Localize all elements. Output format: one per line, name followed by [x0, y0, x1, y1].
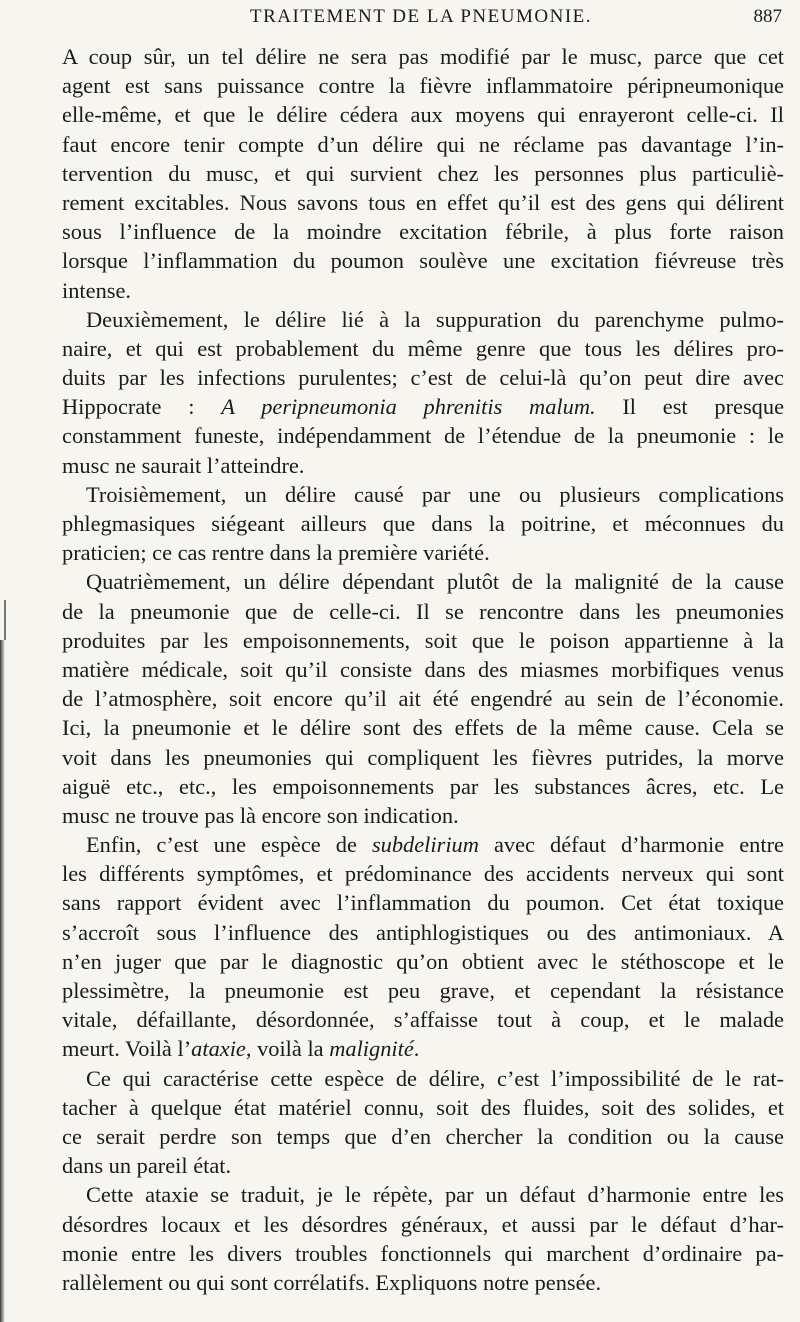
text-line: duits par les infections purulentes; c’est de celui-là qu’on peut dire avec — [62, 365, 784, 391]
text-line: produites par les empoisonnements, soit que le poison appartienne à la — [62, 627, 784, 653]
italic-phrase: A peripneumonia phrenitis malum. — [221, 394, 596, 420]
page-header — [60, 6, 782, 36]
italic-phrase: ataxie — [191, 1036, 246, 1062]
text-line: aiguë etc., etc., les empoisonnements par les substances âcres, etc. Le — [62, 773, 784, 799]
text-line: de la pneumonie que de celle-ci. Il se rencontre dans les pneumonies — [62, 598, 784, 624]
text-line: agent est sans puissance contre la fièvre inflammatoire péripneumonique — [62, 73, 784, 99]
text-line: tervention du musc, et qui survient chez les personnes plus particuliè- — [62, 160, 784, 186]
italic-phrase: subdelirium — [371, 832, 479, 858]
text-line: Deuxièmement, le délire lié à la suppuration du parenchyme pulmo- — [86, 306, 784, 332]
text-line: Ce qui caractérise cette espèce de délire, c’est l’impossibilité de le rat- — [86, 1065, 784, 1091]
text-line: rement excitables. Nous savons tous en effet qu’il est des gens qui délirent — [62, 189, 784, 215]
running-title: TRAITEMENT DE LA PNEUMONIE. — [249, 6, 592, 27]
text-line: de l’atmosphère, soit encore qu’il ait été engendré au sein de l’économie. — [62, 686, 784, 712]
text-line: n’en juger que par le diagnostic qu’on obtient avec le stéthoscope et le — [62, 948, 784, 974]
italic-phrase: malignité — [329, 1036, 414, 1062]
text-line: lorsque l’inflammation du poumon soulève une excitation fiévreuse très — [62, 248, 784, 274]
text-line: sans rapport évident avec l’inflammation du poumon. Cet état toxique — [62, 890, 784, 916]
binding-gutter-shadow — [0, 640, 5, 1322]
text-line: matière médicale, soit qu’il consiste dans des miasmes morbifiques venus — [62, 656, 784, 682]
text-line: faut encore tenir compte d’un délire qui ne réclame pas davantage l’in- — [62, 131, 784, 157]
text-line: praticien; ce cas rentre dans la première variété. — [62, 540, 490, 566]
text-line: désordres locaux et les désordres généraux, et aussi par le défaut d’har- — [62, 1211, 784, 1237]
text-line: musc ne saurait l’atteindre. — [62, 452, 305, 478]
text-line: s’accroît sous l’influence des antiphlogistiques ou des antimoniaux. A — [62, 919, 784, 945]
text-line: les différents symptômes, et prédominance des accidents nerveux qui sont — [62, 861, 784, 887]
text-line: intense. — [62, 277, 132, 303]
page-number: 887 — [753, 6, 782, 27]
text-line: musc ne trouve pas là encore son indication. — [62, 802, 459, 828]
text-line: constamment funeste, indépendamment de l’étendue de la pneumonie : le — [62, 423, 784, 449]
text-line: naire, et qui est probablement du même genre que tous les délires pro- — [62, 335, 784, 361]
text-line: dans un pareil état. — [62, 1153, 232, 1179]
text-line: Hippocrate : A peripneumonia phrenitis malum. Il est presque — [62, 394, 785, 420]
margin-mark — [4, 600, 6, 640]
text-line: monie entre les divers troubles fonctionnels qui marchent d’ordinaire pa- — [62, 1240, 784, 1266]
text-line: Enfin, c’est une espèce de subdelirium avec défaut d’harmonie entre — [86, 832, 784, 858]
text-line: phlegmasiques siégeant ailleurs que dans la poitrine, et méconnues du — [62, 511, 784, 536]
text-line: plessimètre, la pneumonie est peu grave, et cependant la résistance — [62, 978, 784, 1003]
text-line: vitale, défaillante, désordonnée, s’affaisse tout à coup, et le malade — [62, 1007, 784, 1033]
text-line: Quatrièmement, un délire dépendant plutôt de la malignité de la cause — [86, 569, 784, 595]
text-line: voit dans les pneumonies qui compliquent les fièvres putrides, la morve — [62, 744, 784, 770]
text-line: ce serait perdre son temps que d’en chercher la condition ou la cause — [62, 1123, 784, 1149]
text-line: Ici, la pneumonie et le délire sont des effets de la même cause. Cela se — [62, 715, 784, 741]
text-line: Cette ataxie se traduit, je le répète, par un défaut d’harmonie entre les — [86, 1182, 784, 1208]
text-line: tacher à quelque état matériel connu, soit des fluides, soit des solides, et — [62, 1094, 784, 1120]
text-line: meurt. Voilà l’ataxie, voilà la malignité. — [62, 1036, 420, 1062]
body-text — [62, 42, 784, 1297]
text-line: A coup sûr, un tel délire ne sera pas modifié par le musc, parce que cet — [62, 44, 784, 69]
text-line: sous l’influence de la moindre excitation fébrile, à plus forte raison — [62, 219, 784, 245]
text-line: Troisièmement, un délire causé par une ou plusieurs complications — [86, 481, 784, 507]
text-line: rallèlement ou qui sont corrélatifs. Expliquons notre pensée. — [62, 1269, 602, 1295]
text-line: elle-même, et que le délire cédera aux moyens qui enrayeront celle-ci. Il — [62, 102, 784, 128]
